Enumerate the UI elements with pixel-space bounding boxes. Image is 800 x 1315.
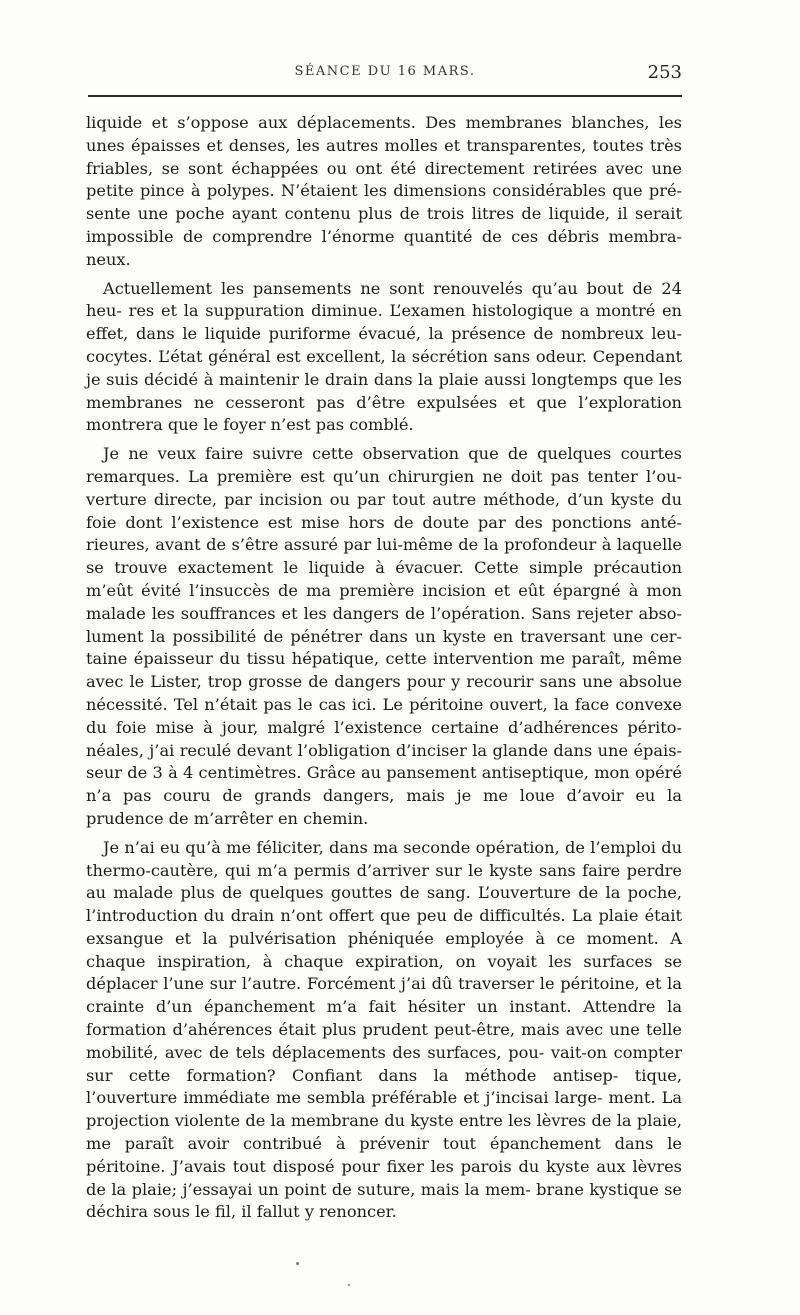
- body-text: [86, 112, 682, 1230]
- page-number: 253: [647, 62, 682, 83]
- paragraph-3: Je ne veux faire suivre cette observation que de quelques courtes remarques. La première est qu’un chirurgien ne doit pas tenter l’ou- verture directe, par incision ou par tout autre méthode, d’un kyste du foie dont l’existence est mise hors de doute par des ponctions anté- rieures, avant de s’être assuré par lui-même de la profondeur à laquelle se trouve exactement le liquide à évacuer. Cette simple précaution m’eût évité l’insuccès de ma première incision et eût épargné à mon malade les souffrances et les dangers de l’opération. Sans rejeter abso- lument la possibilité de pénétrer dans un kyste en traversant une cer- taine épaisseur du tissu hépatique, cette intervention me paraît, même avec le Lister, trop grosse de dangers pour y recourir sans une absolue nécessité. Tel n’était pas le cas ici. Le péritoine ouvert, la face convexe du foie mise à jour, malgré l’existence certaine d’adhérences périto- néales, j’ai reculé devant l’obligation d’inciser la glande dans une épais- seur de 3 à 4 centimètres. Grâce au pansement antiseptique, mon opéré n’a pas couru de grands dangers, mais je me loue d’avoir eu la prudence de m’arrêter en chemin.: [86, 444, 682, 828]
- running-head-title: SÉANCE DU 16 MARS.: [294, 64, 476, 79]
- ink-speck: [296, 1262, 299, 1265]
- paragraph-2: Actuellement les pansements ne sont renouvelés qu’au bout de 24 heu- res et la suppuration diminue. L’examen histologique a montré en effet, dans le liquide puriforme évacué, la présence de nombreux leu- cocytes. L’état général est excellent, la sécrétion sans odeur. Cependant je suis décidé à maintenir le drain dans la plaie aussi longtemps que les membranes ne cesseront pas d’être expulsées et que l’exploration montrera que le foyer n’est pas comblé.: [86, 278, 682, 435]
- running-head: [88, 62, 682, 86]
- header-rule: [88, 95, 682, 97]
- paragraph-1: liquide et s’oppose aux déplacements. Des membranes blanches, les unes épaisses et denses, les autres molles et transparentes, toutes très friables, se sont échappées ou ont été directement retirées avec une petite pince à polypes. N’étaient les dimensions considérables que pré- sente une poche ayant contenu plus de trois litres de liquide, il serait impossible de comprendre l’énorme quantité de ces débris membra- neux.: [86, 113, 682, 269]
- paragraph-4: Je n’ai eu qu’à me féliciter, dans ma seconde opération, de l’emploi du thermo-cautère, qui m’a permis d’arriver sur le kyste sans faire perdre au malade plus de quelques gouttes de sang. L’ouverture de la poche, l’introduction du drain n’ont offert que peu de difficultés. La plaie était exsangue et la pulvérisation phéniquée employée à ce moment. A chaque inspiration, à chaque expiration, on voyait les surfaces se déplacer l’une sur l’autre. Forcément j’ai dû traverser le péritoine, et la crainte d’un épanchement m’a fait hésiter un instant. Attendre la formation d’ahérences était plus prudent peut-être, mais avec une telle mobilité, avec de tels déplacements des surfaces, pou- vait-on compter sur cette formation? Confiant dans la méthode antisep- tique, l’ouverture immédiate me sembla préférable et j’incisai large- ment. La projection violente de la membrane du kyste entre les lèvres de la plaie, me paraît avoir contribué à prévenir tout épanchement dans le péritoine. J’avais tout disposé pour fixer les parois du kyste aux lèvres de la plaie; j’essayai un point de suture, mais la mem- brane kystique se déchira sous le fil, il fallut y renoncer.: [86, 837, 682, 1222]
- ink-speck: [348, 1284, 350, 1286]
